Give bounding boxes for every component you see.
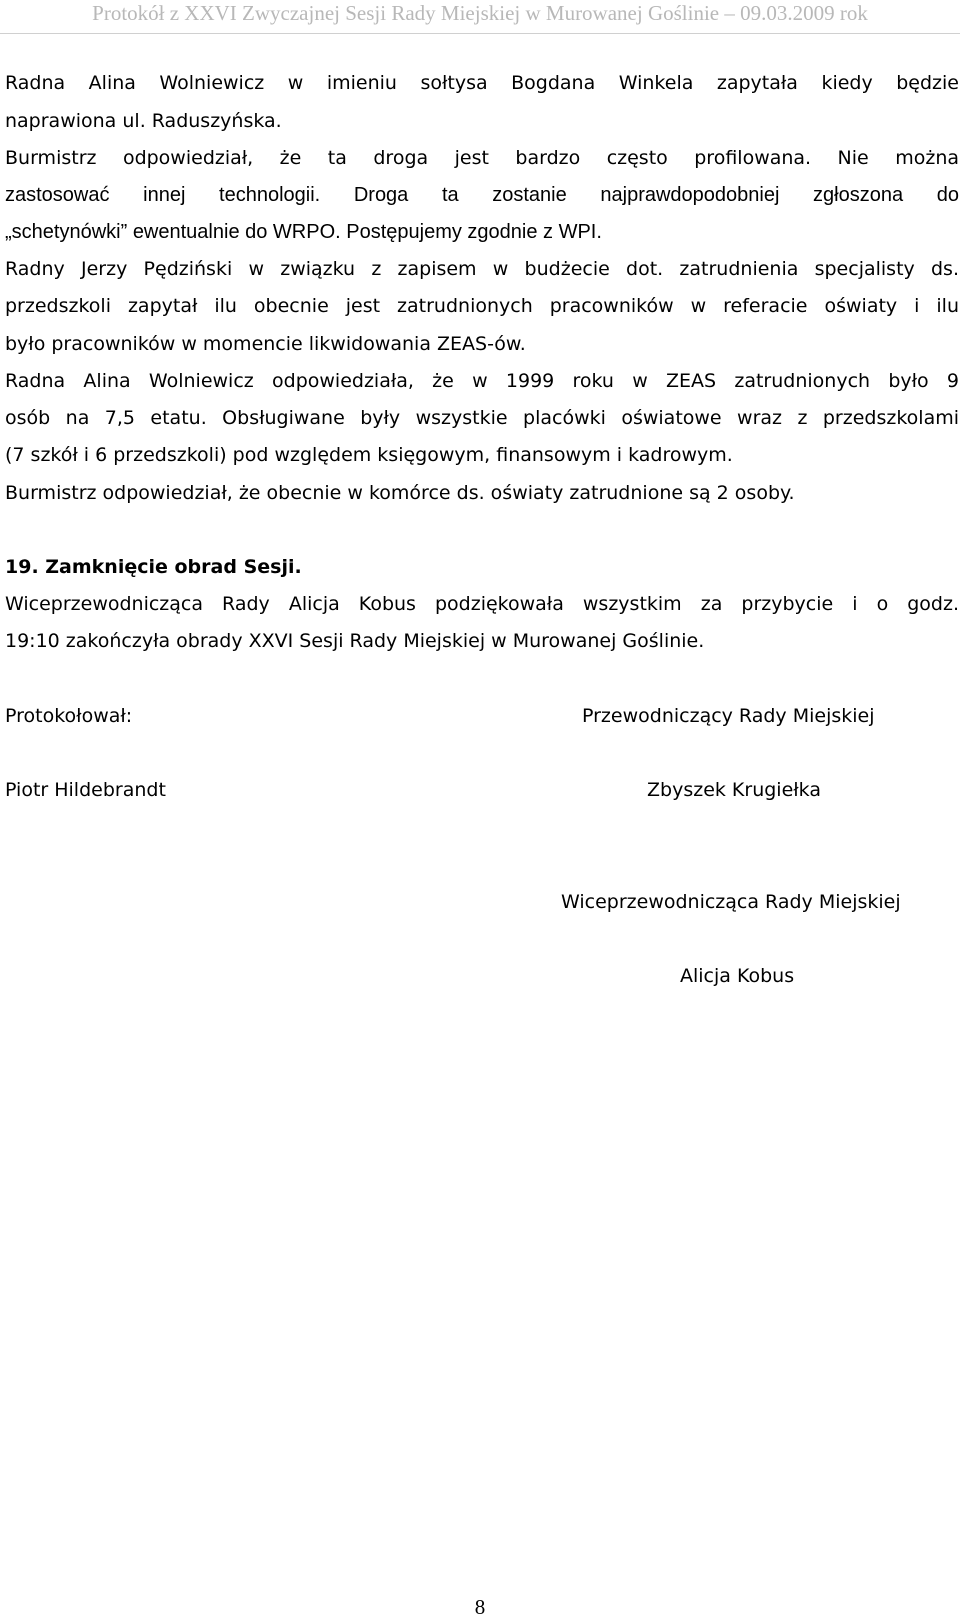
running-header: Protokół z XXVI Zwyczajnej Sesji Rady Miejskiej w Murowanej Goślinie – 09.03.2009 rok	[92, 1, 868, 25]
body-line: było pracowników w momencie likwidowania ZEAS-ów.	[5, 333, 526, 355]
page-number: 8	[474, 1595, 486, 1619]
body-line: osób na 7,5 etatu. Obsługiwane były wszystkie placówki oświatowe wraz z przedszkolami	[5, 407, 959, 429]
body-line: zastosować innej technologii. Droga ta zostanie najprawdopodobniej zgłoszona do	[5, 184, 959, 206]
recorder-name: Piotr Hildebrandt	[5, 779, 166, 801]
section-line: Wiceprzewodnicząca Rady Alicja Kobus podziękowała wszystkim za przybycie i o godz.	[5, 593, 959, 615]
header-divider	[0, 33, 960, 34]
body-line: (7 szkół i 6 przedszkoli) pod względem księgowym, finansowym i kadrowym.	[5, 444, 733, 466]
section-line: 19:10 zakończyła obrady XXVI Sesji Rady Miejskiej w Murowanej Goślinie.	[5, 630, 705, 652]
body-line: Burmistrz odpowiedział, że ta droga jest bardzo często profilowana. Nie można	[5, 147, 959, 169]
vice-chair-name: Alicja Kobus	[680, 965, 795, 987]
vice-chair-label: Wiceprzewodnicząca Rady Miejskiej	[561, 891, 901, 913]
chair-label: Przewodniczący Rady Miejskiej	[582, 705, 875, 727]
body-line: Radna Alina Wolniewicz w imieniu sołtysa Bogdana Winkela zapytała kiedy będzie	[5, 72, 959, 94]
body-line: „schetynówki” ewentualnie do WRPO. Postępujemy zgodnie z WPI.	[5, 221, 602, 243]
body-line: przedszkoli zapytał ilu obecnie jest zatrudnionych pracowników w referacie oświaty i ilu	[5, 295, 959, 317]
body-line: naprawiona ul. Raduszyńska.	[5, 110, 282, 132]
body-line: Radny Jerzy Pędziński w związku z zapisem w budżecie dot. zatrudnienia specjalisty ds.	[5, 258, 959, 280]
recorder-label: Protokołował:	[5, 705, 133, 727]
chair-name: Zbyszek Krugiełka	[647, 779, 821, 801]
section-heading: 19. Zamknięcie obrad Sesji.	[5, 556, 302, 578]
body-line: Burmistrz odpowiedział, że obecnie w komórce ds. oświaty zatrudnione są 2 osoby.	[5, 482, 795, 504]
body-line: Radna Alina Wolniewicz odpowiedziała, że w 1999 roku w ZEAS zatrudnionych było 9	[5, 370, 959, 392]
